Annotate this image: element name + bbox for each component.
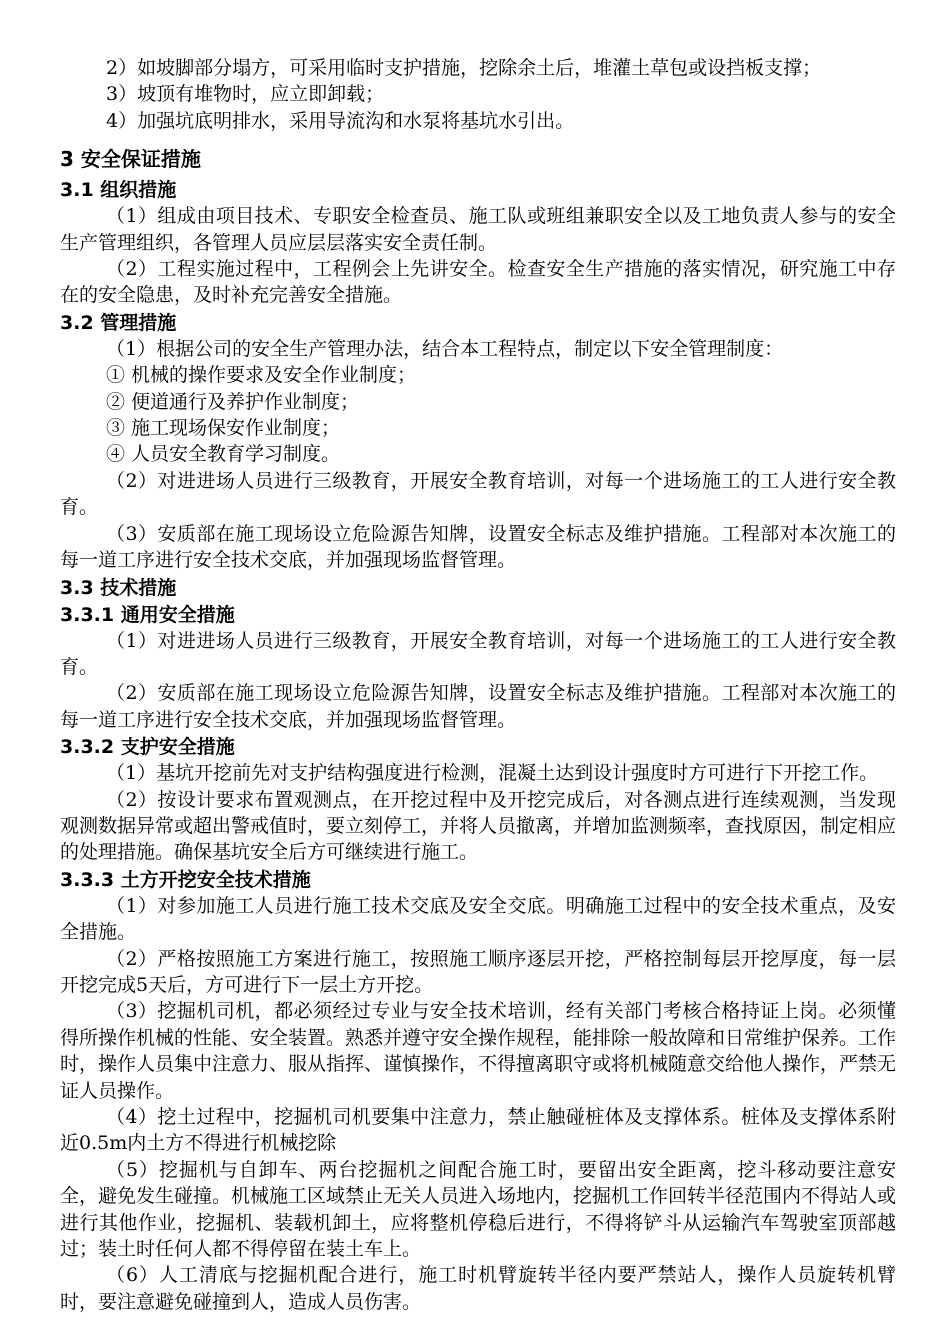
section-3-3-3-paragraph: （3）挖掘机司机，都必须经过专业与安全技术培训，经有关部门考核合格持证上岗。必须懂得所操作机械的性能、安全装置。熟悉并遵守安全操作规程，能排除一般故障和日常维护保养。工作时，操作人员集中注意力、服从指挥、谨慎操作，不得擅离职守或将机械随意交给他人操作，严禁无证人员操作。 [60,1000,897,1102]
section-3-3-3-paragraph: （6）人工清底与挖掘机配合进行，施工时机臂旋转半径内要严禁站人，操作人员旋转机臂时，要注意避免碰撞到人，造成人员伤害。 [60,1264,896,1313]
intro-item-2: 2）如坡脚部分塌方，可采用临时支护措施，挖除余土后，堆灌土草包或设挡板支撑； [106,57,822,79]
section-3-3-3-paragraph: （4）挖土过程中，挖掘机司机要集中注意力，禁止触碰桩体及支撑体系。桩体及支撑体系附近0.5m内土方不得进行机械挖除 [60,1106,896,1155]
section-3-2-paragraph: （2）对进进场人员进行三级教育，开展安全教育培训，对每一个进场施工的工人进行安全教育。 [60,469,896,519]
section-3-3-2-paragraph: （2）按设计要求布置观测点，在开挖过程中及开挖完成后，对各测点进行连续观测，当发现观测数据异常或超出警戒值时，要立刻停工，并将人员撤离，并增加监测频率，查找原因，制定相应的处理措施。确保基坑安全后方可继续进行施工。 [60,788,897,864]
section-3-3-1-paragraph: （1）对进进场人员进行三级教育，开展安全教育培训，对每一个进场施工的工人进行安全教育。 [60,629,896,678]
section-3-2-list-item: ③ 施工现场保安作业制度； [106,417,341,440]
section-3-3-1-paragraph: （2）安质部在施工现场设立危险源告知牌，设置安全标志及维护措施。工程部对本次施工的每一道工序进行安全技术交底，并加强现场监督管理。 [60,682,896,731]
intro-item-3: 3）坡顶有堆物时，应立即卸载； [106,83,385,106]
section-3-1-paragraph: （1）组成由项目技术、专职安全检查员、施工队或班组兼职安全以及工地负责人参与的安全生产管理组织，各管理人员应层层落实安全责任制。 [60,205,896,254]
section-3-2-list-item: ② 便道通行及养护作业制度； [106,390,360,413]
section-3-3-2-heading: 3.3.2 支护安全措施 [60,736,235,759]
section-3-heading: 3 安全保证措施 [60,147,201,172]
section-3-3-heading: 3.3 技术措施 [60,576,177,599]
section-3-2-paragraph: （3）安质部在施工现场设立危险源告知牌，设置安全标志及维护措施。工程部对本次施工的每一道工序进行安全技术交底，并加强现场监督管理。 [60,522,896,572]
section-3-1-heading: 3.1 组织措施 [60,179,177,202]
section-3-3-3-paragraph: （1）对参加施工人员进行施工技术交底及安全交底。明确施工过程中的安全技术重点，及安全措施。 [60,894,896,944]
section-3-2-list-item: ① 机械的操作要求及安全作业制度； [106,364,417,387]
section-3-3-3-paragraph: （5）挖掘机与自卸车、两台挖掘机之间配合施工时，要留出安全距离，挖斗移动要注意安全，避免发生碰撞。机械施工区域禁止无关人员进入场地内，挖掘机工作回转半径范围内不得站人或进行其他作业，挖掘机、装载机卸土，应将整机停稳后进行，不得将铲斗从运输汽车驾驶室顶部越过；装土时任何人都不得停留在装土车上。 [60,1158,897,1261]
intro-item-4: 4）加强坑底明排水，采用导流沟和水泵将基坑水引出。 [106,109,575,132]
section-3-2-list-item: ④ 人员安全教育学习制度。 [106,443,341,466]
section-3-1-paragraph: （2）工程实施过程中，工程例会上先讲安全。检查安全生产措施的落实情况，研究施工中存在的安全隐患，及时补充完善安全措施。 [60,258,896,307]
section-3-3-2-paragraph: （1）基坑开挖前先对支护结构强度进行检测，混凝土达到设计强度时方可进行下开挖工作。 [106,762,879,785]
section-3-2-intro: （1）根据公司的安全生产管理办法，结合本工程特点，制定以下安全管理制度： [106,337,784,360]
section-3-2-heading: 3.2 管理措施 [60,311,177,334]
section-3-3-1-heading: 3.3.1 通用安全措施 [60,603,235,626]
section-3-3-3-heading: 3.3.3 土方开挖安全技术措施 [60,868,311,891]
section-3-3-3-paragraph: （2）严格按照施工方案进行施工，按照施工顺序逐层开挖，严格控制每层开挖厚度，每一层开挖完成5天后，方可进行下一层土方开挖。 [60,947,896,996]
document-page [60,55,896,1315]
